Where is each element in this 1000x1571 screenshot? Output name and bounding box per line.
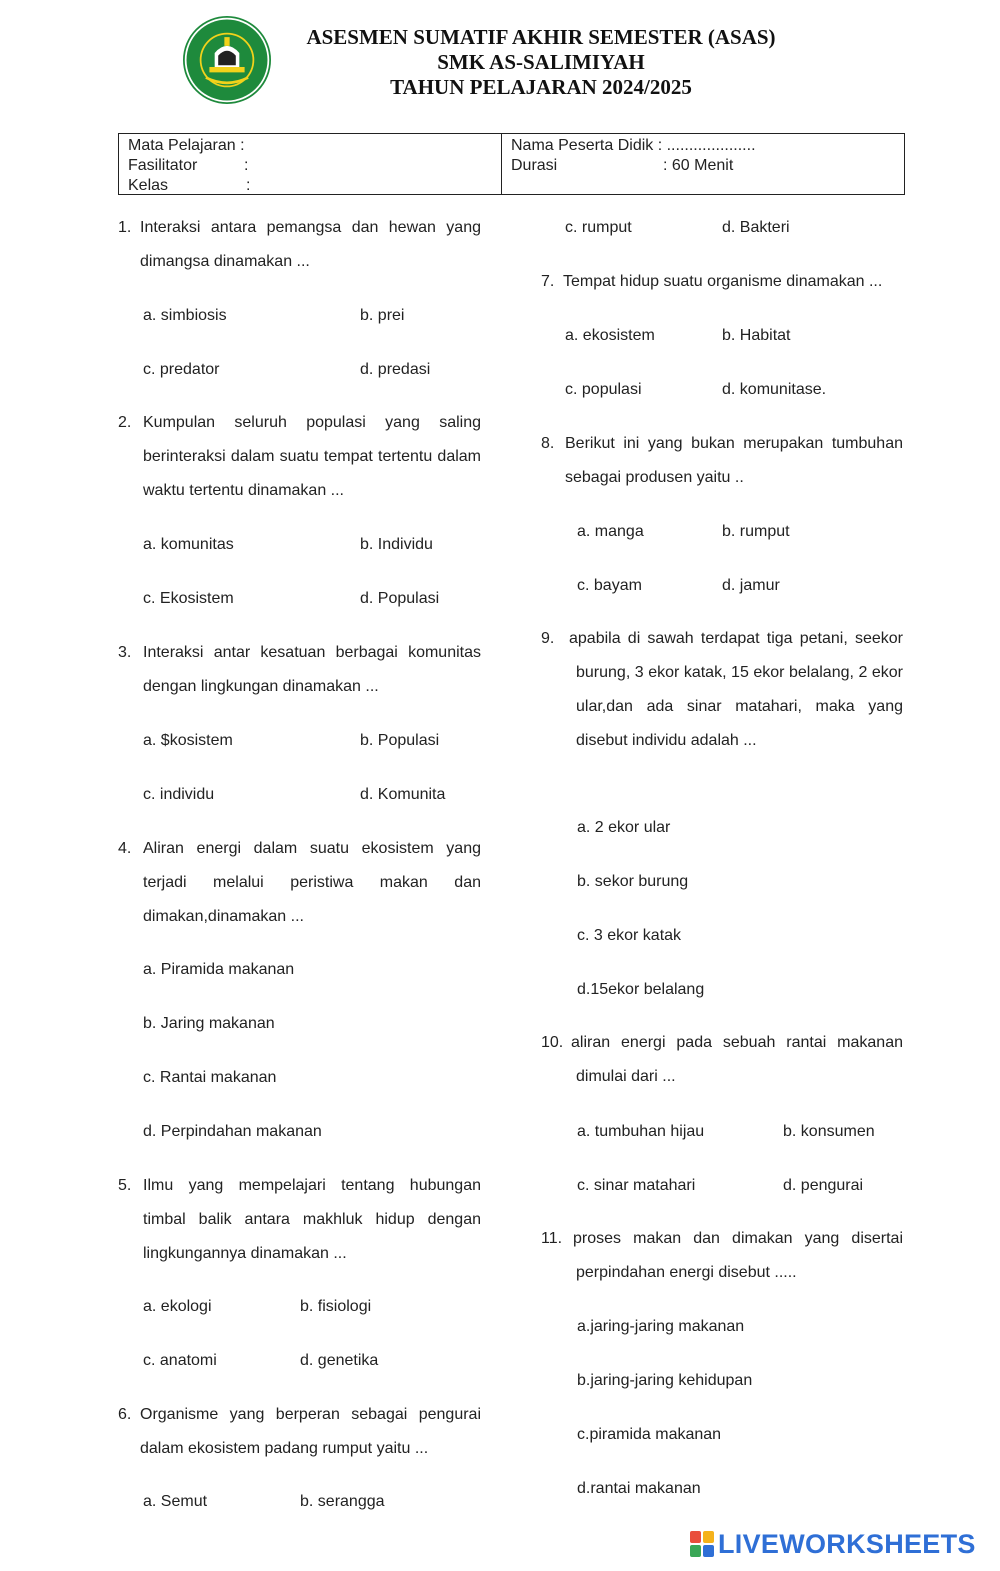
- question-3-option-c[interactable]: c. individu: [143, 786, 215, 803]
- question-number: 1.: [118, 219, 132, 236]
- question-text: Kumpulan seluruh populasi yang saling berinteraksi dalam suatu tempat tertentu dalam waktu tertentu dinamakan ...: [143, 414, 481, 499]
- question-7-option-a[interactable]: a. ekosistem: [565, 327, 655, 344]
- question-text: Organisme yang berperan sebagai pengurai dalam ekosistem padang rumput yaitu ...: [140, 1406, 481, 1457]
- question-11-option-d[interactable]: d.rantai makanan: [577, 1480, 701, 1497]
- question-2-option-b[interactable]: b. Individu: [360, 536, 433, 553]
- question-text: apabila di sawah terdapat tiga petani, seekor burung, 3 ekor katak, 15 ekor belalang, 2 ekor ular,dan ada sinar matahari, maka yang disebut individu adalah ...: [569, 630, 903, 749]
- question-number: 11.: [541, 1230, 563, 1247]
- question-1-option-a[interactable]: a. simbiosis: [143, 307, 227, 324]
- question-3-option-a[interactable]: a. $kosistem: [143, 732, 233, 749]
- class-label: Kelas: [128, 177, 169, 194]
- question-9-option-b[interactable]: b. sekor burung: [577, 873, 689, 890]
- question-5-option-b[interactable]: b. fisiologi: [300, 1298, 372, 1315]
- question-5-option-a[interactable]: a. ekologi: [143, 1298, 212, 1315]
- question-text: Tempat hidup suatu organisme dinamakan ...: [563, 273, 883, 290]
- question-8-option-d[interactable]: d. jamur: [722, 577, 780, 594]
- question-10-option-a[interactable]: a. tumbuhan hijau: [577, 1123, 705, 1140]
- question-10-option-d[interactable]: d. pengurai: [783, 1177, 864, 1194]
- question-10-option-c[interactable]: c. sinar matahari: [577, 1177, 696, 1194]
- facilitator-colon: :: [244, 157, 249, 174]
- question-4-option-d[interactable]: d. Perpindahan makanan: [143, 1123, 322, 1140]
- question-number: 3.: [118, 644, 132, 661]
- duration-value: : 60 Menit: [663, 157, 734, 174]
- question-2-option-a[interactable]: a. komunitas: [143, 536, 234, 553]
- question-3-option-d[interactable]: d. Komunita: [360, 786, 446, 803]
- question-4-option-a[interactable]: a. Piramida makanan: [143, 961, 295, 978]
- question-8-option-b[interactable]: b. rumput: [722, 523, 790, 540]
- question-2-option-c[interactable]: c. Ekosistem: [143, 590, 234, 607]
- question-9-option-c[interactable]: c. 3 ekor katak: [577, 927, 682, 944]
- question-text: Ilmu yang mempelajari tentang hubungan timbal balik antara makhluk hidup dengan lingkungannya dinamakan ...: [143, 1177, 481, 1262]
- facilitator-row: [128, 156, 248, 176]
- question-number: 2.: [118, 414, 132, 431]
- liveworksheets-brand: [690, 1528, 990, 1560]
- question-1-option-b[interactable]: b. prei: [360, 307, 405, 324]
- question-8-option-c[interactable]: c. bayam: [577, 577, 642, 594]
- question-text: aliran energi pada sebuah rantai makanan dimulai dari ...: [571, 1034, 903, 1085]
- question-number: 6.: [118, 1406, 132, 1423]
- question-6-option-a[interactable]: a. Semut: [143, 1493, 208, 1510]
- question-6-option-c[interactable]: c. rumput: [565, 219, 632, 236]
- question-number: 10.: [541, 1034, 564, 1051]
- question-text: Aliran energi dalam suatu ekosistem yang terjadi melalui peristiwa makan dan dimakan,dinamakan ...: [143, 840, 481, 925]
- facilitator-label: Fasilitator: [128, 157, 198, 174]
- question-10-option-b[interactable]: b. konsumen: [783, 1123, 875, 1140]
- question-number: 8.: [541, 435, 555, 452]
- question-7-option-c[interactable]: c. populasi: [565, 381, 642, 398]
- question-9-option-a[interactable]: a. 2 ekor ular: [577, 819, 671, 836]
- question-11-option-c[interactable]: c.piramida makanan: [577, 1426, 722, 1443]
- question-text: Interaksi antar kesatuan berbagai komunitas dengan lingkungan dinamakan ...: [143, 644, 481, 695]
- academic-year: TAHUN PELAJARAN 2024/2025: [390, 75, 692, 99]
- question-8-option-a[interactable]: a. manga: [577, 523, 644, 540]
- question-number: 5.: [118, 1177, 132, 1194]
- question-6-option-d[interactable]: d. Bakteri: [722, 219, 790, 236]
- question-number: 7.: [541, 273, 555, 290]
- question-7-option-d[interactable]: d. komunitase.: [722, 381, 827, 398]
- question-1-option-d[interactable]: d. predasi: [360, 361, 431, 378]
- question-4-option-b[interactable]: b. Jaring makanan: [143, 1015, 275, 1032]
- liveworksheets-wordmark: LIVEWORKSHEETS: [718, 1529, 976, 1559]
- question-number: 9.: [541, 630, 555, 647]
- question-text: Berikut ini yang bukan merupakan tumbuhan sebagai produsen yaitu ..: [565, 435, 903, 486]
- school-name: SMK AS-SALIMIYAH: [437, 50, 645, 74]
- question-2-option-d[interactable]: d. Populasi: [360, 590, 440, 607]
- class-row: [128, 176, 250, 196]
- info-divider: [501, 134, 502, 194]
- question-11-option-a[interactable]: a.jaring-jaring makanan: [577, 1318, 745, 1335]
- question-7-option-b[interactable]: b. Habitat: [722, 327, 791, 344]
- question-4-option-c[interactable]: c. Rantai makanan: [143, 1069, 277, 1086]
- question-9-option-d[interactable]: d.15ekor belalang: [577, 981, 705, 998]
- question-5-option-d[interactable]: d. genetika: [300, 1352, 379, 1369]
- duration-label: Durasi: [511, 157, 558, 174]
- student-name-label: Nama Peserta Didik : ....................: [511, 137, 756, 154]
- exam-title: ASESMEN SUMATIF AKHIR SEMESTER (ASAS): [306, 25, 776, 49]
- question-1-option-c[interactable]: c. predator: [143, 361, 220, 378]
- question-number: 4.: [118, 840, 132, 857]
- question-text: Interaksi antara pemangsa dan hewan yang dimangsa dinamakan ...: [140, 219, 481, 270]
- question-11-option-b[interactable]: b.jaring-jaring kehidupan: [577, 1372, 753, 1389]
- liveworksheets-logo-icon: [690, 1531, 714, 1557]
- duration-row: [511, 156, 733, 176]
- class-colon: :: [246, 177, 251, 194]
- question-text: proses makan dan dimakan yang disertai perpindahan energi disebut .....: [573, 1230, 903, 1281]
- question-3-option-b[interactable]: b. Populasi: [360, 732, 440, 749]
- question-6-option-b[interactable]: b. serangga: [300, 1493, 385, 1510]
- subject-label: Mata Pelajaran :: [128, 137, 245, 154]
- question-5-option-c[interactable]: c. anatomi: [143, 1352, 217, 1369]
